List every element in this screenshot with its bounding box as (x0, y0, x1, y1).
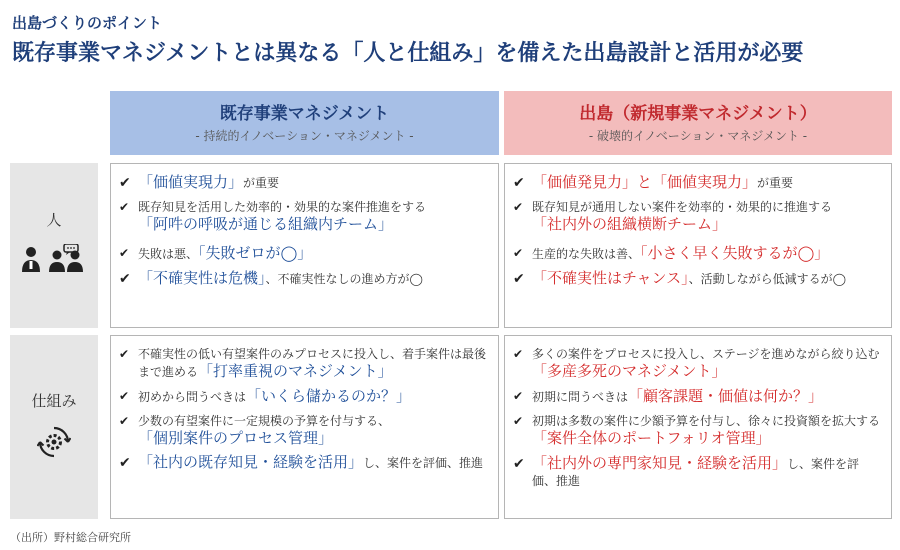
cell-people-existing (110, 163, 499, 328)
list-item (119, 174, 490, 192)
column-subtitle: - 持続的イノベーション・マネジメント - (195, 129, 414, 143)
gear-cycle-icon (37, 425, 71, 459)
row-label-people (10, 163, 98, 328)
highlight-text: 「多産多死のマネジメント」 (532, 362, 727, 380)
check-icon: ✔ (513, 347, 524, 361)
highlight-text: 「個別案件のプロセス管理」 (138, 429, 334, 447)
highlight-text: 「社内外の組織横断チーム」 (532, 215, 728, 233)
check-icon: ✔ (513, 200, 524, 214)
row-label-text: 人 (46, 211, 62, 229)
highlight-text: 「小さく早く失敗するが◯」 (640, 244, 830, 262)
list-item (119, 245, 490, 263)
row-label-text: 仕組み (31, 392, 77, 410)
item-text: 多くの案件をプロセスに投入し、ステージを進めながら絞り込む (532, 347, 880, 361)
check-icon: ✔ (119, 389, 130, 403)
item-text: し、案件を評価、推進 (532, 457, 860, 488)
check-icon: ✔ (119, 347, 130, 361)
item-text: 初めから問うべきは (138, 390, 247, 404)
item-text: が重要 (243, 176, 280, 190)
list-item (513, 174, 883, 192)
row-label-system (10, 335, 98, 519)
highlight-text: 「阿吽の呼吸が通じる組織内チーム」 (138, 215, 394, 233)
list-item (513, 388, 883, 406)
item-text: 、不確実性なしの進め方が◯ (265, 272, 423, 286)
item-text: 失敗は悪、 (138, 247, 199, 261)
list-item (513, 199, 883, 233)
highlight-text: 「いくら儲かるのか？」 (246, 387, 412, 405)
check-icon: ✔ (513, 389, 524, 403)
item-text: し、案件を評価、推進 (363, 456, 484, 470)
check-icon: ✔ (119, 414, 130, 428)
cell-people-dejima (504, 163, 892, 328)
item-text: 既存知見が通用しない案件を効率的・効果的に推進する (532, 200, 833, 214)
page-title: 既存事業マネジメントとは異なる「人と仕組み」を備えた出島設計と活用が必要 (12, 41, 804, 66)
check-icon: ✔ (119, 175, 131, 191)
column-title: 既存事業マネジメント (219, 104, 390, 124)
highlight-text: 「不確実性は危機」 (138, 269, 266, 287)
list-item (119, 346, 490, 381)
column-title: 出島（新規事業マネジメント） (579, 104, 817, 124)
highlight-text: 「社内の既存知見・経験を活用」 (138, 453, 364, 471)
list-item (513, 455, 883, 490)
highlight-text: 「失敗ゼロが◯」 (198, 244, 313, 262)
check-icon: ✔ (513, 414, 524, 428)
highlight-text: 「価値実現力」 (138, 173, 244, 191)
highlight-text: 「案件全体のポートフォリオ管理」 (532, 429, 771, 447)
cell-system-existing (110, 335, 499, 519)
item-text: 初期は多数の案件に少額予算を付与し、徐々に投資額を拡大する (532, 414, 881, 428)
column-header-dejima (504, 91, 892, 155)
cell-system-dejima (504, 335, 892, 519)
check-icon: ✔ (119, 271, 131, 287)
list-item (513, 413, 883, 448)
column-subtitle: - 破壊的イノベーション・マネジメント - (588, 129, 808, 143)
check-icon: ✔ (513, 456, 525, 472)
source-note: （出所）野村総合研究所 (10, 531, 131, 544)
highlight-text: 「価値発見力」と「価値実現力」 (532, 173, 758, 191)
highlight-text: 「打率重視のマネジメント」 (198, 362, 393, 380)
item-text: 生産的な失敗は善、 (532, 247, 641, 261)
page-subtitle: 出島づくりのポイント (12, 14, 163, 32)
item-text: 初期に問うべきは (532, 390, 629, 404)
item-text: 少数の有望案件に一定規模の予算を付与する、 (138, 414, 391, 428)
check-icon: ✔ (119, 246, 130, 260)
item-text: 不確実性の低い有望案件のみプロセスに投入し、着手案件は最後まで進める (138, 347, 487, 379)
highlight-text: 「不確実性はチャンス」 (532, 269, 689, 287)
check-icon: ✔ (119, 455, 131, 471)
list-item (119, 454, 490, 472)
check-icon: ✔ (119, 200, 130, 214)
list-item (513, 270, 883, 288)
check-icon: ✔ (513, 271, 525, 287)
highlight-text: 「社内外の専門家知見・経験を活用」 (532, 454, 788, 472)
list-item (513, 245, 883, 263)
highlight-text: 「顧客課題・価値は何か？」 (628, 387, 824, 405)
item-text: 既存知見を活用した効率的・効果的な案件推進をする (138, 200, 427, 214)
people-icon (21, 244, 87, 274)
item-text: 、活動しながら低減するが◯ (688, 272, 847, 286)
list-item (513, 346, 883, 381)
list-item (119, 413, 490, 447)
list-item (119, 388, 490, 406)
item-text: が重要 (757, 176, 794, 190)
check-icon: ✔ (513, 175, 525, 191)
list-item (119, 199, 490, 233)
column-header-existing (110, 91, 499, 155)
list-item (119, 270, 490, 288)
check-icon: ✔ (513, 246, 524, 260)
